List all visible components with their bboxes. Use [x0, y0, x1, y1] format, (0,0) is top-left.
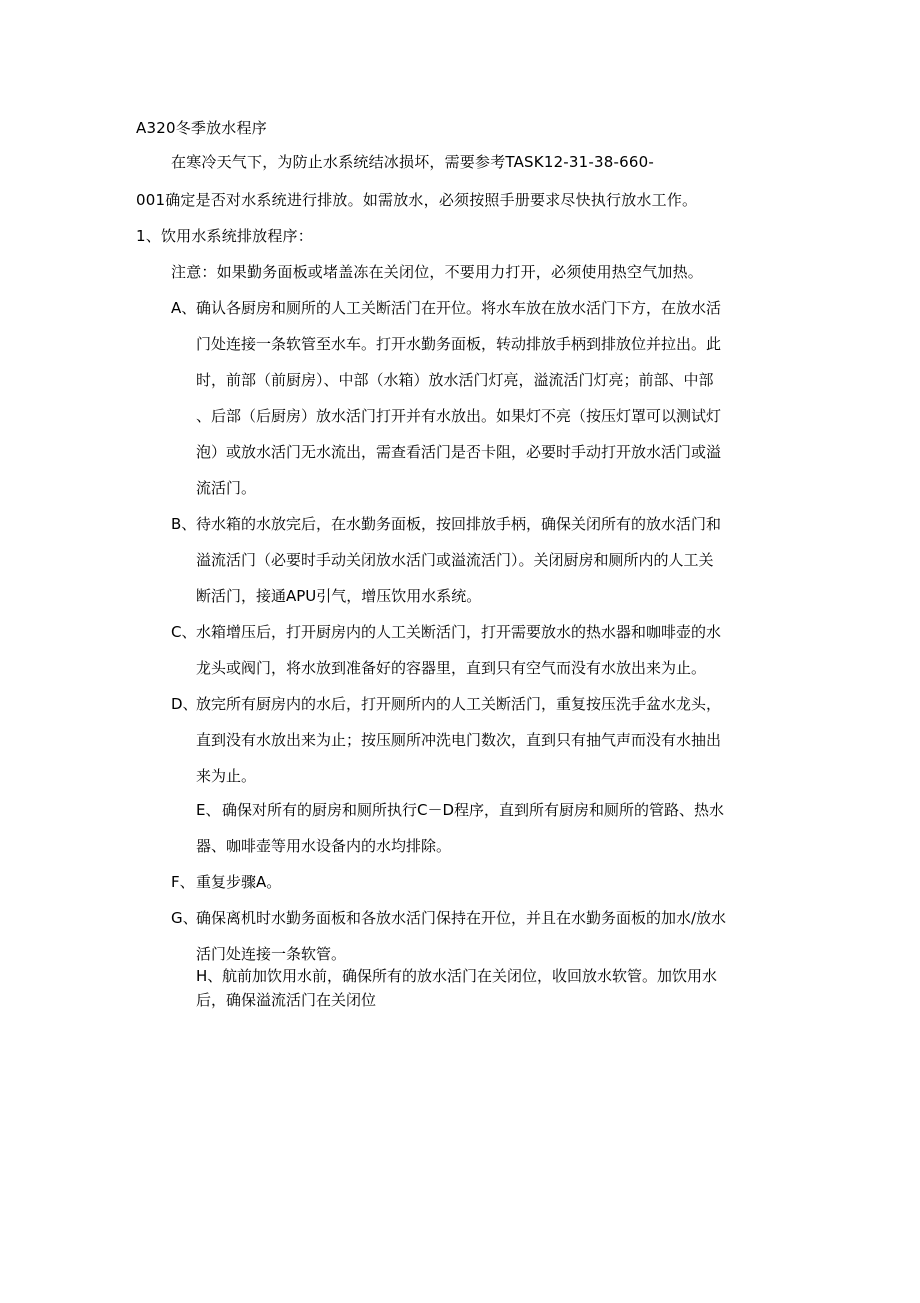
step-g-line: 确保离机时水勤务面板和各放水活门保持在开位，并且在水勤务面板的加水/放水	[196, 909, 727, 927]
intro-paragraph-line-2: 001确定是否对水系统进行排放。如需放水，必须按照手册要求尽快执行放水工作。	[136, 191, 698, 209]
caution-note: 注意：如果勤务面板或堵盖冻在关闭位，不要用力打开，必须使用热空气加热。	[171, 263, 704, 281]
step-d-line: 直到没有水放出来为止；按压厕所冲洗电门数次，直到只有抽气声而没有水抽出	[196, 731, 722, 749]
document-title: A320冬季放水程序	[136, 119, 267, 137]
step-g-line: 活门处连接一条软管。	[196, 945, 347, 963]
step-d-label: D、	[171, 695, 198, 713]
step-c-line: 水箱增压后，打开厨房内的人工关断活门，打开需要放水的热水器和咖啡壶的水	[196, 623, 722, 641]
step-c-line: 龙头或阀门，将水放到准备好的容器里，直到只有空气而没有水放出来为止。	[196, 659, 707, 677]
step-a-line: 流活门。	[196, 479, 257, 497]
step-a-line: 门处连接一条软管至水车。打开水勤务面板，转动排放手柄到排放位并拉出。此	[196, 335, 722, 353]
step-a-line: 泡）或放水活门无水流出，需查看活门是否卡阻，必要时手动打开放水活门或溢	[196, 443, 722, 461]
step-g-label: G、	[171, 909, 198, 927]
step-a-label: A、	[171, 299, 197, 317]
step-b-line: 待水箱的水放完后，在水勤务面板，按回排放手柄，确保关闭所有的放水活门和	[196, 515, 722, 533]
step-f-label: F、	[171, 873, 195, 891]
step-c-label: C、	[171, 623, 197, 641]
section-1-heading: 1、饮用水系统排放程序：	[136, 227, 313, 245]
step-b-line: 断活门，接通APU引气，增压饮用水系统。	[196, 587, 482, 605]
step-a-line: 确认各厨房和厕所的人工关断活门在开位。将水车放在放水活门下方，在放水活	[196, 299, 722, 317]
step-d-line: 放完所有厨房内的水后，打开厕所内的人工关断活门，重复按压洗手盆水龙头，	[196, 695, 722, 713]
step-h-line: 后，确保溢流活门在关闭位	[196, 991, 377, 1009]
step-b-label: B、	[171, 515, 197, 533]
step-e-label: E、	[196, 801, 221, 819]
step-h-label: H、	[196, 967, 223, 985]
step-f-line: 重复步骤A。	[196, 873, 282, 891]
step-h-line: 航前加饮用水前，确保所有的放水活门在关闭位，收回放水软管。加饮用水	[222, 967, 718, 985]
step-e-line: 确保对所有的厨房和厕所执行C－D程序，直到所有厨房和厕所的管路、热水	[222, 801, 725, 819]
intro-paragraph-line-1: 在寒冷天气下，为防止水系统结冰损坏，需要参考TASK12-31-38-660-	[171, 153, 654, 171]
step-d-line: 来为止。	[196, 767, 257, 785]
step-a-line: 时，前部（前厨房）、中部（水箱）放水活门灯亮，溢流活门灯亮；前部、中部	[196, 371, 714, 389]
step-a-line: 、后部（后厨房）放水活门打开并有水放出。如果灯不亮（按压灯罩可以测试灯	[196, 407, 722, 425]
step-b-line: 溢流活门（必要时手动关闭放水活门或溢流活门）。关闭厨房和厕所内的人工关	[196, 551, 714, 569]
step-e-line: 器、咖啡壶等用水设备内的水均排除。	[196, 837, 452, 855]
